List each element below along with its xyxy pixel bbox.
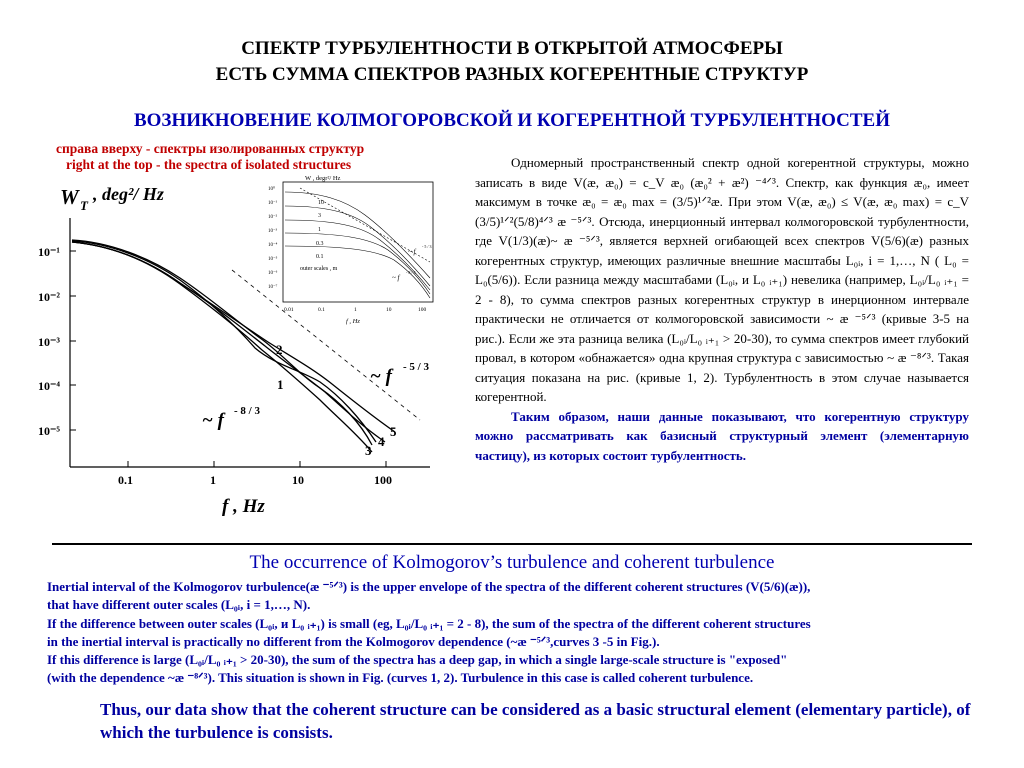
ru-paragraph: Одномерный пространственный спектр одной когерентной структуры, можно записать в виде V(æ, æ₀) = c_V æ₀ (æ₀² + æ²) ⁻⁴ᐟ³. Спектр, как функция æ₀, имеет максимум в точке æ₀ = æ₀ max = (3/5)¹ᐟ²æ. При этом V(æ, æ₀) ≤ V(æ, æ₀ max) = c_V (3/5)¹ᐟ²(5/8)⁴ᐟ³ æ ⁻⁵ᐟ³. Отсюда, инерционный интервал колмогоровской турбулентности, где V(1/3)(æ)~ æ ⁻⁵ᐟ³, является верхней огибающей всех спектров V(5/6)(æ) разных когерентных структур, имеющих различные внешние масштабы L₀ᵢ, i = 1,…, N ( L₀ = L₀(5/6)). Если разница между масштабами (L₀ᵢ, и L₀ ᵢ₊₁) невелика (например, L₀ᵢ/L₀ ᵢ₊₁ = 2 - 8), то сумма спектров разных когерентных структур в инерционном интервале практически не отличается от колмогоровской зависимости ~ æ ⁻⁵ᐟ³ (кривые 3-5 на рис.). Если же эта разница велика (L₀ᵢ/L₀ ᵢ₊₁ > 20-30), то сумма спектров имеет глубокий провал, в котором «обнажается» одна крупная структура с зависимостью ~ æ ⁻⁸ᐟ³. Такая ситуация показана на рис. (кривые 1, 2). Турбулентность в этом случае называется когерентной.	[475, 155, 969, 404]
x-tick-label: 0.1	[118, 473, 133, 487]
y-axis-unit: , deg²/ Hz	[93, 184, 164, 204]
inset-y-tick: 10⁻¹	[268, 201, 278, 206]
y-tick-label: 10⁻¹	[38, 245, 60, 259]
x-axis-label: f , Hz	[222, 496, 265, 517]
en-line: If the difference between outer scales (L₀ᵢ, и L₀ ᵢ₊₁) is small (eg, L₀ᵢ/L₀ ᵢ₊₁ = 2 - 8), the sum of the spectra of the different coherent structures	[47, 615, 811, 631]
inset-y-label: W , degr²/ Hz	[305, 175, 341, 182]
y-ticks	[70, 251, 76, 430]
title-line-1: СПЕКТР ТУРБУЛЕНТНОСТИ В ОТКРЫТОЙ АТМОСФЕРЫ	[241, 38, 783, 59]
inset-outer-scales-label: outer scales , m	[300, 266, 338, 272]
inset-x-tick: 1	[354, 307, 357, 313]
y-tick-label: 10⁻²	[38, 290, 60, 304]
english-conclusion: Thus, our data show that the coherent structure can be considered as a basic structural element (elementary particle), of which the turbulence is consists.	[100, 700, 971, 742]
y-tick-label: 10⁻⁴	[38, 379, 60, 393]
figure-note-en: right at the top - the spectra of isolated structures	[66, 157, 352, 172]
inset-x-tick: 0.01	[284, 307, 294, 313]
inset-scale-value: 1	[318, 227, 321, 233]
y-axis-label: W	[60, 185, 79, 209]
inset-y-tick: 10⁻⁴	[268, 243, 278, 248]
curve-label: 4	[378, 434, 385, 449]
x-ticks	[128, 461, 386, 467]
inset-slope-53: ~ f	[408, 248, 416, 256]
inset-y-tick: 10⁻³	[268, 229, 278, 234]
inset-y-tick: 10⁻²	[268, 215, 278, 220]
slope-83-exp: - 8 / 3	[234, 405, 260, 417]
inset-slope-53-exp: - 5 / 3	[422, 244, 432, 249]
en-line: Inertial interval of the Kolmogorov turbulence(æ ⁻⁵ᐟ³) is the upper envelope of the spectra of the different coherent structures (V(5/6)(æ)),	[47, 579, 811, 594]
inset-scale-value: 3	[318, 213, 321, 219]
inset-scale-value: 0.3	[316, 241, 324, 247]
en-line: that have different outer scales (L₀ᵢ, i = 1,…, N).	[47, 597, 311, 613]
en-line: in the inertial interval is practically no different from the Kolmogorov dependence (~æ ⁻⁵ᐟ³,curves 3 -5 in Fig.).	[47, 633, 660, 649]
inset-x-tick: 10	[386, 307, 392, 313]
curve-label: 2	[276, 342, 283, 357]
inset-x-tick: 100	[418, 307, 427, 313]
curve-label: 5	[390, 424, 397, 439]
x-tick-label: 10	[292, 473, 304, 487]
spectrum-figure	[0, 170, 470, 540]
inset-y-tick: 10⁰	[268, 187, 276, 192]
inset-chart	[268, 175, 433, 325]
y-tick-label: 10⁻³	[38, 335, 60, 349]
slope-53-exp: - 5 / 3	[403, 361, 429, 373]
en-line: (with the dependence ~æ ⁻⁸ᐟ³). This situation is shown in Fig. (curves 1, 2). Turbulence in this case is called coherent turbulence.	[47, 670, 754, 686]
subtitle: ВОЗНИКНОВЕНИЕ КОЛМОГОРОВСКОЙ И КОГЕРЕНТНОЙ ТУРБУЛЕНТНОСТЕЙ	[133, 110, 891, 131]
slope-83-label: ~ f	[202, 410, 224, 431]
inset-slope-83-exp: - 8 / 3	[406, 270, 416, 275]
english-title: The occurrence of Kolmogorov’s turbulence and coherent turbulence	[249, 552, 775, 573]
curve-label: 3	[365, 443, 372, 458]
slope-53-label: ~ f	[370, 366, 392, 387]
russian-text-block	[475, 153, 969, 465]
inset-y-tick: 10⁻⁶	[268, 271, 278, 276]
figure-note-ru: справа вверху - спектры изолированных структур	[56, 141, 365, 156]
inset-x-label: f , Hz	[346, 318, 360, 325]
divider	[52, 543, 972, 545]
inset-slope-83: ~ f	[392, 274, 400, 282]
english-text-block	[47, 578, 977, 688]
y-axis-sub: T	[80, 198, 88, 213]
ru-paragraph-conclusion: Таким образом, наши данные показывают, что когерентную структуру можно рассматривать как базисный структурный элемент (элементарную частицу), из которых состоит турбулентность.	[475, 408, 969, 463]
x-tick-label: 1	[210, 473, 216, 487]
x-tick-label: 100	[374, 473, 392, 487]
inset-y-tick: 10⁻⁵	[268, 257, 278, 262]
inset-scale-value: 10	[318, 200, 324, 206]
title-line-2: ЕСТЬ СУММА СПЕКТРОВ РАЗНЫХ КОГЕРЕНТНЫЕ СТРУКТУР	[215, 64, 809, 85]
en-line: If this difference is large (L₀ᵢ/L₀ ᵢ₊₁ > 20-30), the sum of the spectra has a deep gap, in which a single large-scale structure is "exposed"	[47, 652, 788, 668]
inset-x-tick: 0.1	[318, 307, 325, 313]
inset-y-tick: 10⁻⁷	[268, 285, 278, 290]
y-tick-label: 10⁻⁵	[38, 424, 60, 438]
curve-label: 1	[277, 377, 284, 392]
inset-scale-value: 0.1	[316, 254, 324, 260]
